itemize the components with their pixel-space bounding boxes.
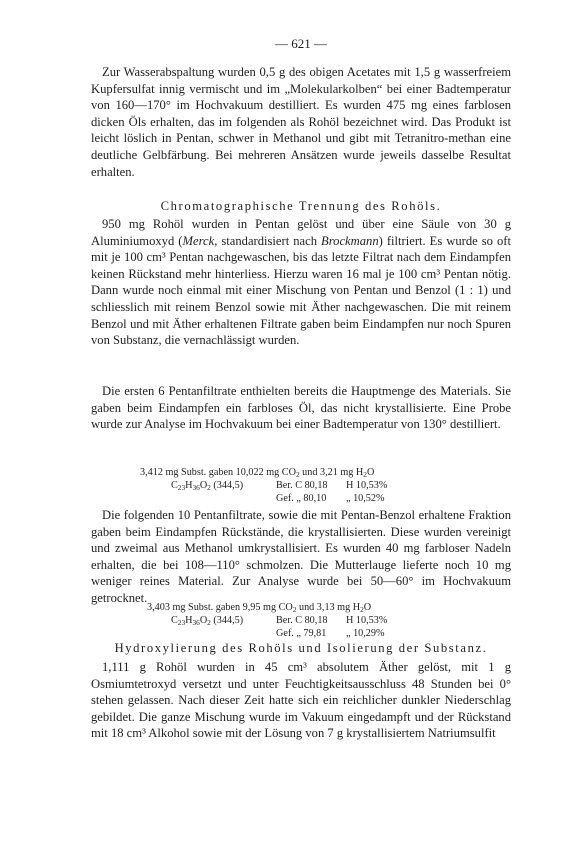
brockmann-citation: Brockmann	[321, 233, 379, 248]
paragraph-hydroxylation: 1,111 g Rohöl wurden in 45 cm³ absolutem Äther gelöst, mit 1 g Osmiumtetroxyd versetzt und unter Feuchtigkeitsausschluss 48 Stunden bei 0° stehen gelassen. Nach dieser Zeit hatte sich ein reichlicher dunkler Niederschlag gebildet. Die ganze Mischung wurde im Vakuum eingedampft und der Rückstand mit 18 cm³ Alkohol sowie mit der Lösung von 7 g krystallisiertem Natriumsulfit	[91, 660, 511, 741]
paragraph-pentane-filtrates: Die ersten 6 Pentanfiltrate enthielten bereits die Hauptmenge des Materials. Sie gaben beim Eindampfen ein farbloses Öl, das nicht krystallisierte. Eine Probe wurde zur Analyse im Hochvakuum bei einer Badtemperatur von 130° destilliert.	[91, 384, 511, 432]
paragraph-chromatography	[91, 216, 511, 349]
para2-text-c: ) filtriert. Es wurde so oft mit je 100 cm³ Pentan nachgewaschen, bis das letzte Filtrat nach dem Eindampfen keinen Rückstand mehr hinterliess. Hierzu waren 16 mal je 100 cm³ Pentan nötig. Dann wurde noch einmal mit einer Mischung von Pentan und Benzol (1 : 1) und schliesslich mit reinem Benzol sowie mit Äther nachgewaschen. Die mit reinem Benzol und mit Äther erhaltenen Filtrate gaben beim Eindampfen nur noch Spuren von Substanz, die vernachlässigt wurden.	[91, 233, 511, 348]
analysis-2-found: Gef. „ 79,81	[276, 628, 327, 639]
analysis-2-formula: $C_{23}H_{36}O_2$ (344,5)	[171, 615, 244, 628]
analysis-1-formula: $C_{23}H_{36}O_2$ (344,5)	[171, 480, 244, 493]
paragraph-dehydration: Zur Wasserabspaltung wurden 0,5 g des obigen Acetates mit 1,5 g wasserfreiem Kupfersulfat innig vermischt und im „Molekularkolben“ bei einer Badtemperatur von 160—170° im Hochvakuum destilliert. Es wurden 475 mg eines farblosen dicken Öls erhalten, das im folgenden als Rohöl bezeichnet wird. Das Produkt ist leicht löslich in Pentan, schwer in Methanol und gibt mit Tetranitro-methan eine deutliche Gelbfärbung. Bei mehreren Ansätzen wurde jeweils dasselbe Resultat erhalten.	[91, 65, 511, 179]
analysis-2-calculated: Ber. C 80,18	[276, 615, 328, 626]
analysis-1-found-h: „ 10,52%	[346, 493, 385, 504]
analysis-1-combustion: 3,412 mg Subst. gaben 10,022 mg $CO_2$ und 3,21 mg $H_2O$	[140, 467, 375, 480]
section-heading-hydroxylation: Hydroxylierung des Rohöls und Isolierung der Substanz.	[114, 641, 488, 655]
analysis-1-found: Gef. „ 80,10	[276, 493, 327, 504]
page-number: — 621 —	[275, 36, 327, 51]
analysis-block-2	[91, 601, 511, 641]
paragraph-crystalline-fraction: Die folgenden 10 Pentanfiltrate, sowie die mit Pentan-Benzol erhaltene Fraktion gaben beim Eindampfen Rückstände, die krystallisierten. Diese wurden vereinigt und zweimal aus Methanol umkrystallisiert. Es wurden 40 mg farbloser Nadeln erhalten, die bei 108—110° schmolzen. Die Mutterlauge lieferte noch 10 mg weniger reines Material. Zur Analyse wurde bei 50—60° im Hochvakuum getrocknet.	[91, 508, 511, 605]
section-heading-chromatography: Chromatographische Trennung des Rohöls.	[160, 199, 442, 213]
para2-text-a: 950 mg Rohöl wurden in Pentan gelöst und über eine Säule von 30 g Aluminiumoxyd (	[91, 217, 511, 248]
analysis-1-calculated: Ber. C 80,18	[276, 480, 328, 491]
merck-citation: Merck	[182, 233, 215, 248]
analysis-2-calculated-h: H 10,53%	[346, 615, 388, 626]
analysis-2-found-h: „ 10,29%	[346, 628, 385, 639]
para2-text-b: , standardisiert nach	[214, 233, 322, 248]
analysis-2-combustion: 3,403 mg Subst. gaben 9,95 mg $CO_2$ und 3,13 mg $H_2O$	[147, 602, 372, 615]
analysis-block-1	[91, 466, 511, 506]
analysis-1-calculated-h: H 10,53%	[346, 480, 388, 491]
